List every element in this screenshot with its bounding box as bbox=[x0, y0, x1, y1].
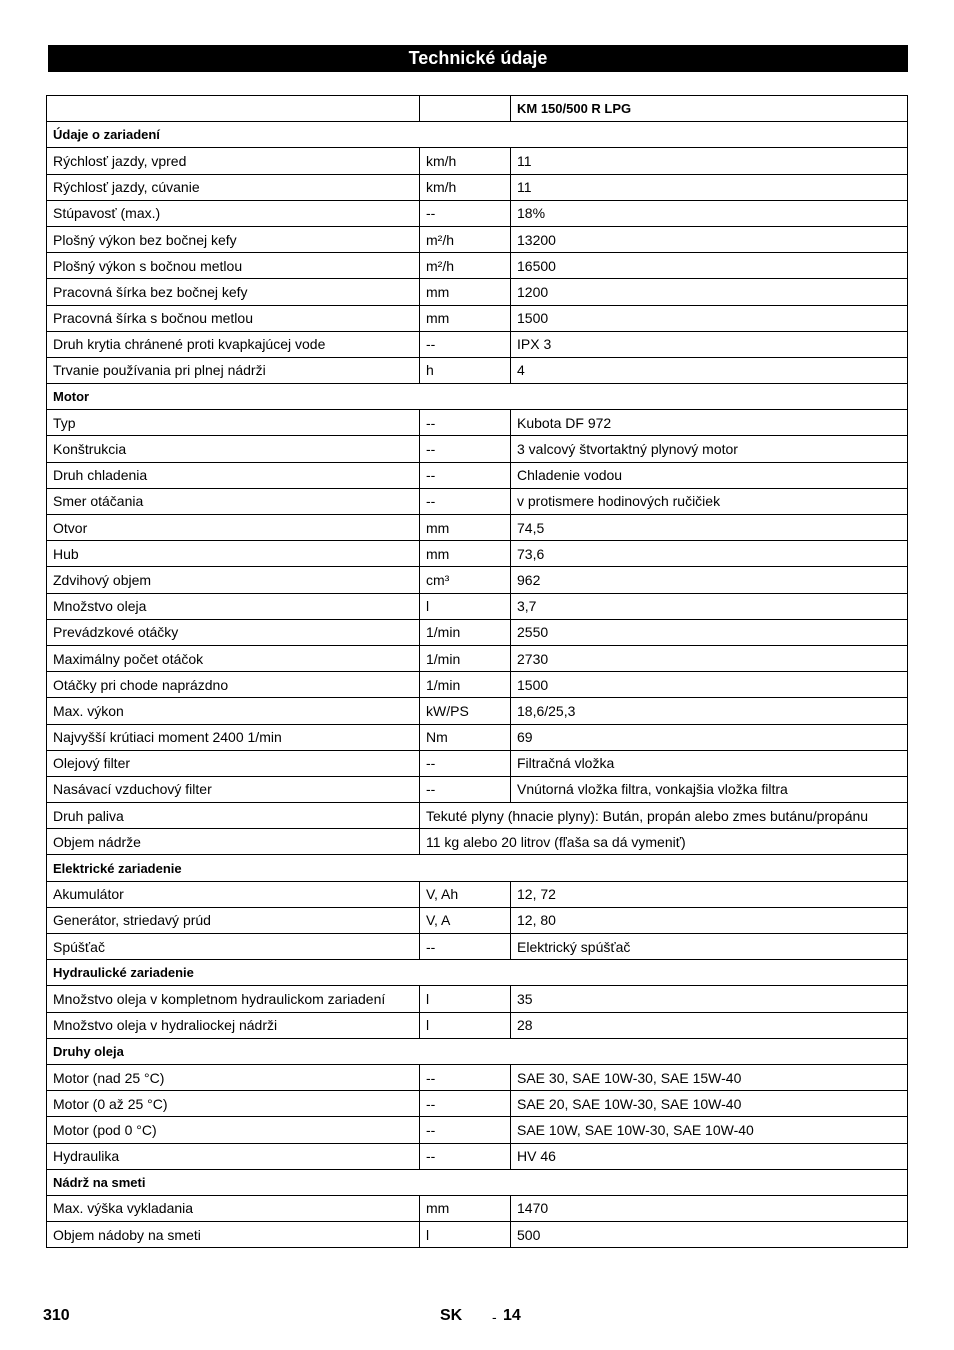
spec-value: 12, 72 bbox=[511, 881, 908, 907]
spec-unit: 1/min bbox=[420, 645, 511, 671]
spec-value: 69 bbox=[511, 724, 908, 750]
table-row bbox=[47, 934, 908, 960]
table-row bbox=[47, 200, 908, 226]
spec-value: 13200 bbox=[511, 226, 908, 252]
spec-value: 35 bbox=[511, 986, 908, 1012]
spec-value: 2550 bbox=[511, 619, 908, 645]
spec-value: Filtračná vložka bbox=[511, 750, 908, 776]
spec-label: Pracovná šírka bez bočnej kefy bbox=[47, 279, 420, 305]
spec-label: Max. výkon bbox=[47, 698, 420, 724]
spec-label: Prevádzkové otáčky bbox=[47, 619, 420, 645]
spec-value: 73,6 bbox=[511, 541, 908, 567]
spec-label: Plošný výkon bez bočnej kefy bbox=[47, 226, 420, 252]
spec-value: Chladenie vodou bbox=[511, 462, 908, 488]
spec-unit: km/h bbox=[420, 174, 511, 200]
table-row bbox=[47, 645, 908, 671]
spec-label: Smer otáčania bbox=[47, 488, 420, 514]
spec-unit: -- bbox=[420, 436, 511, 462]
spec-unit: -- bbox=[420, 410, 511, 436]
table-row bbox=[47, 1064, 908, 1090]
spec-label: Olejový filter bbox=[47, 750, 420, 776]
spec-label: Rýchlosť jazdy, vpred bbox=[47, 148, 420, 174]
footer-separator: - bbox=[492, 1309, 497, 1325]
table-row bbox=[47, 515, 908, 541]
spec-unit: km/h bbox=[420, 148, 511, 174]
spec-label: Hydraulika bbox=[47, 1143, 420, 1169]
spec-value: SAE 20, SAE 10W-30, SAE 10W-40 bbox=[511, 1091, 908, 1117]
section-title: Elektrické zariadenie bbox=[47, 855, 908, 881]
spec-label: Spúšťač bbox=[47, 934, 420, 960]
spec-value: 28 bbox=[511, 1012, 908, 1038]
model-header: KM 150/500 R LPG bbox=[511, 96, 908, 122]
spec-value: 962 bbox=[511, 567, 908, 593]
spec-value: 18,6/25,3 bbox=[511, 698, 908, 724]
table-row bbox=[47, 567, 908, 593]
section-title: Druhy oleja bbox=[47, 1038, 908, 1064]
spec-label: Rýchlosť jazdy, cúvanie bbox=[47, 174, 420, 200]
table-row bbox=[47, 174, 908, 200]
section-title: Údaje o zariadení bbox=[47, 122, 908, 148]
spec-value: 1200 bbox=[511, 279, 908, 305]
table-row bbox=[47, 1012, 908, 1038]
spec-unit: -- bbox=[420, 1064, 511, 1090]
table-row bbox=[47, 357, 908, 383]
spec-value: 2730 bbox=[511, 645, 908, 671]
spec-value: Vnútorná vložka filtra, vonkajšia vložka filtra bbox=[511, 776, 908, 802]
table-row bbox=[47, 148, 908, 174]
table-row bbox=[47, 803, 908, 829]
spec-label: Druh paliva bbox=[47, 803, 420, 829]
spec-unit: cm³ bbox=[420, 567, 511, 593]
section-title: Hydraulické zariadenie bbox=[47, 960, 908, 986]
table-row bbox=[47, 724, 908, 750]
table-row bbox=[47, 619, 908, 645]
header-empty-label-cell bbox=[47, 96, 420, 122]
language-code: SK bbox=[440, 1307, 463, 1324]
page-number: 310 bbox=[43, 1307, 70, 1324]
spec-unit: mm bbox=[420, 541, 511, 567]
spec-unit: -- bbox=[420, 1117, 511, 1143]
spec-unit: Nm bbox=[420, 724, 511, 750]
spec-value: Kubota DF 972 bbox=[511, 410, 908, 436]
table-row bbox=[47, 750, 908, 776]
spec-unit: -- bbox=[420, 1091, 511, 1117]
spec-value: 11 bbox=[511, 174, 908, 200]
spec-value: 16500 bbox=[511, 253, 908, 279]
table-row bbox=[47, 881, 908, 907]
table-row bbox=[47, 541, 908, 567]
table-row bbox=[47, 672, 908, 698]
spec-unit: V, Ah bbox=[420, 881, 511, 907]
sub-page-number: 14 bbox=[503, 1307, 521, 1324]
spec-unit: -- bbox=[420, 776, 511, 802]
spec-unit: -- bbox=[420, 488, 511, 514]
spec-label: Konštrukcia bbox=[47, 436, 420, 462]
table-row bbox=[47, 1222, 908, 1248]
spec-label: Druh chladenia bbox=[47, 462, 420, 488]
spec-label: Generátor, striedavý prúd bbox=[47, 907, 420, 933]
spec-label: Nasávací vzduchový filter bbox=[47, 776, 420, 802]
spec-unit: -- bbox=[420, 200, 511, 226]
table-row bbox=[47, 462, 908, 488]
spec-unit: m²/h bbox=[420, 226, 511, 252]
spec-value: 4 bbox=[511, 357, 908, 383]
table-header-row bbox=[47, 96, 908, 122]
spec-value: SAE 10W, SAE 10W-30, SAE 10W-40 bbox=[511, 1117, 908, 1143]
table-row bbox=[47, 907, 908, 933]
spec-unit: l bbox=[420, 1012, 511, 1038]
spec-value: Tekuté plyny (hnacie plyny): Bután, propán alebo zmes butánu/propánu bbox=[420, 803, 908, 829]
spec-unit: mm bbox=[420, 279, 511, 305]
section-row bbox=[47, 1038, 908, 1064]
spec-label: Objem nádrže bbox=[47, 829, 420, 855]
spec-value: 74,5 bbox=[511, 515, 908, 541]
table-row bbox=[47, 488, 908, 514]
page-title: Technické údaje bbox=[48, 45, 908, 72]
spec-unit: m²/h bbox=[420, 253, 511, 279]
spec-value: IPX 3 bbox=[511, 331, 908, 357]
spec-label: Zdvihový objem bbox=[47, 567, 420, 593]
section-row bbox=[47, 960, 908, 986]
section-row bbox=[47, 1169, 908, 1195]
table-row bbox=[47, 410, 908, 436]
table-row bbox=[47, 305, 908, 331]
spec-label: Množstvo oleja v kompletnom hydraulickom zariadení bbox=[47, 986, 420, 1012]
table-row bbox=[47, 776, 908, 802]
table-row bbox=[47, 253, 908, 279]
spec-label: Otáčky pri chode naprázdno bbox=[47, 672, 420, 698]
spec-label: Druh krytia chránené proti kvapkajúcej vode bbox=[47, 331, 420, 357]
section-row bbox=[47, 855, 908, 881]
table-row bbox=[47, 331, 908, 357]
section-title: Motor bbox=[47, 384, 908, 410]
spec-label: Otvor bbox=[47, 515, 420, 541]
table-row bbox=[47, 829, 908, 855]
spec-value: 3 valcový štvortaktný plynový motor bbox=[511, 436, 908, 462]
spec-value: v protismere hodinových ručičiek bbox=[511, 488, 908, 514]
spec-label: Motor (pod 0 °C) bbox=[47, 1117, 420, 1143]
spec-label: Motor (nad 25 °C) bbox=[47, 1064, 420, 1090]
table-row bbox=[47, 1195, 908, 1221]
spec-value: 1500 bbox=[511, 305, 908, 331]
spec-label: Objem nádoby na smeti bbox=[47, 1222, 420, 1248]
spec-unit: -- bbox=[420, 934, 511, 960]
table-row bbox=[47, 986, 908, 1012]
table-row bbox=[47, 698, 908, 724]
spec-unit: mm bbox=[420, 305, 511, 331]
spec-unit: l bbox=[420, 986, 511, 1012]
spec-value: 11 kg alebo 20 litrov (fľaša sa dá vymeniť) bbox=[420, 829, 908, 855]
table-row bbox=[47, 226, 908, 252]
table-row bbox=[47, 279, 908, 305]
table-row bbox=[47, 436, 908, 462]
spec-label: Pracovná šírka s bočnou metlou bbox=[47, 305, 420, 331]
spec-unit: -- bbox=[420, 1143, 511, 1169]
spec-label: Stúpavosť (max.) bbox=[47, 200, 420, 226]
header-empty-unit-cell bbox=[420, 96, 511, 122]
spec-label: Množstvo oleja v hydraliockej nádrži bbox=[47, 1012, 420, 1038]
spec-value: HV 46 bbox=[511, 1143, 908, 1169]
spec-unit: -- bbox=[420, 750, 511, 776]
table-row bbox=[47, 1143, 908, 1169]
spec-unit: l bbox=[420, 1222, 511, 1248]
spec-value: 1500 bbox=[511, 672, 908, 698]
spec-value: 1470 bbox=[511, 1195, 908, 1221]
spec-label: Maximálny počet otáčok bbox=[47, 645, 420, 671]
table-row bbox=[47, 1091, 908, 1117]
spec-label: Akumulátor bbox=[47, 881, 420, 907]
spec-label: Množstvo oleja bbox=[47, 593, 420, 619]
spec-unit: -- bbox=[420, 331, 511, 357]
section-title: Nádrž na smeti bbox=[47, 1169, 908, 1195]
spec-label: Plošný výkon s bočnou metlou bbox=[47, 253, 420, 279]
spec-unit: mm bbox=[420, 515, 511, 541]
specs-table-body bbox=[47, 96, 908, 1248]
spec-unit: 1/min bbox=[420, 672, 511, 698]
spec-unit: h bbox=[420, 357, 511, 383]
spec-value: 18% bbox=[511, 200, 908, 226]
spec-label: Max. výška vykladania bbox=[47, 1195, 420, 1221]
spec-value: 500 bbox=[511, 1222, 908, 1248]
spec-unit: kW/PS bbox=[420, 698, 511, 724]
spec-unit: mm bbox=[420, 1195, 511, 1221]
specs-table bbox=[46, 95, 908, 1248]
spec-label: Motor (0 až 25 °C) bbox=[47, 1091, 420, 1117]
table-row bbox=[47, 1117, 908, 1143]
spec-unit: -- bbox=[420, 462, 511, 488]
spec-label: Hub bbox=[47, 541, 420, 567]
section-row bbox=[47, 122, 908, 148]
spec-unit: l bbox=[420, 593, 511, 619]
spec-value: SAE 30, SAE 10W-30, SAE 15W-40 bbox=[511, 1064, 908, 1090]
spec-unit: V, A bbox=[420, 907, 511, 933]
table-row bbox=[47, 593, 908, 619]
spec-value: 11 bbox=[511, 148, 908, 174]
spec-value: Elektrický spúšťač bbox=[511, 934, 908, 960]
spec-value: 12, 80 bbox=[511, 907, 908, 933]
spec-label: Typ bbox=[47, 410, 420, 436]
spec-label: Najvyšší krútiaci moment 2400 1/min bbox=[47, 724, 420, 750]
spec-label: Trvanie používania pri plnej nádrži bbox=[47, 357, 420, 383]
spec-unit: 1/min bbox=[420, 619, 511, 645]
section-row bbox=[47, 384, 908, 410]
spec-value: 3,7 bbox=[511, 593, 908, 619]
